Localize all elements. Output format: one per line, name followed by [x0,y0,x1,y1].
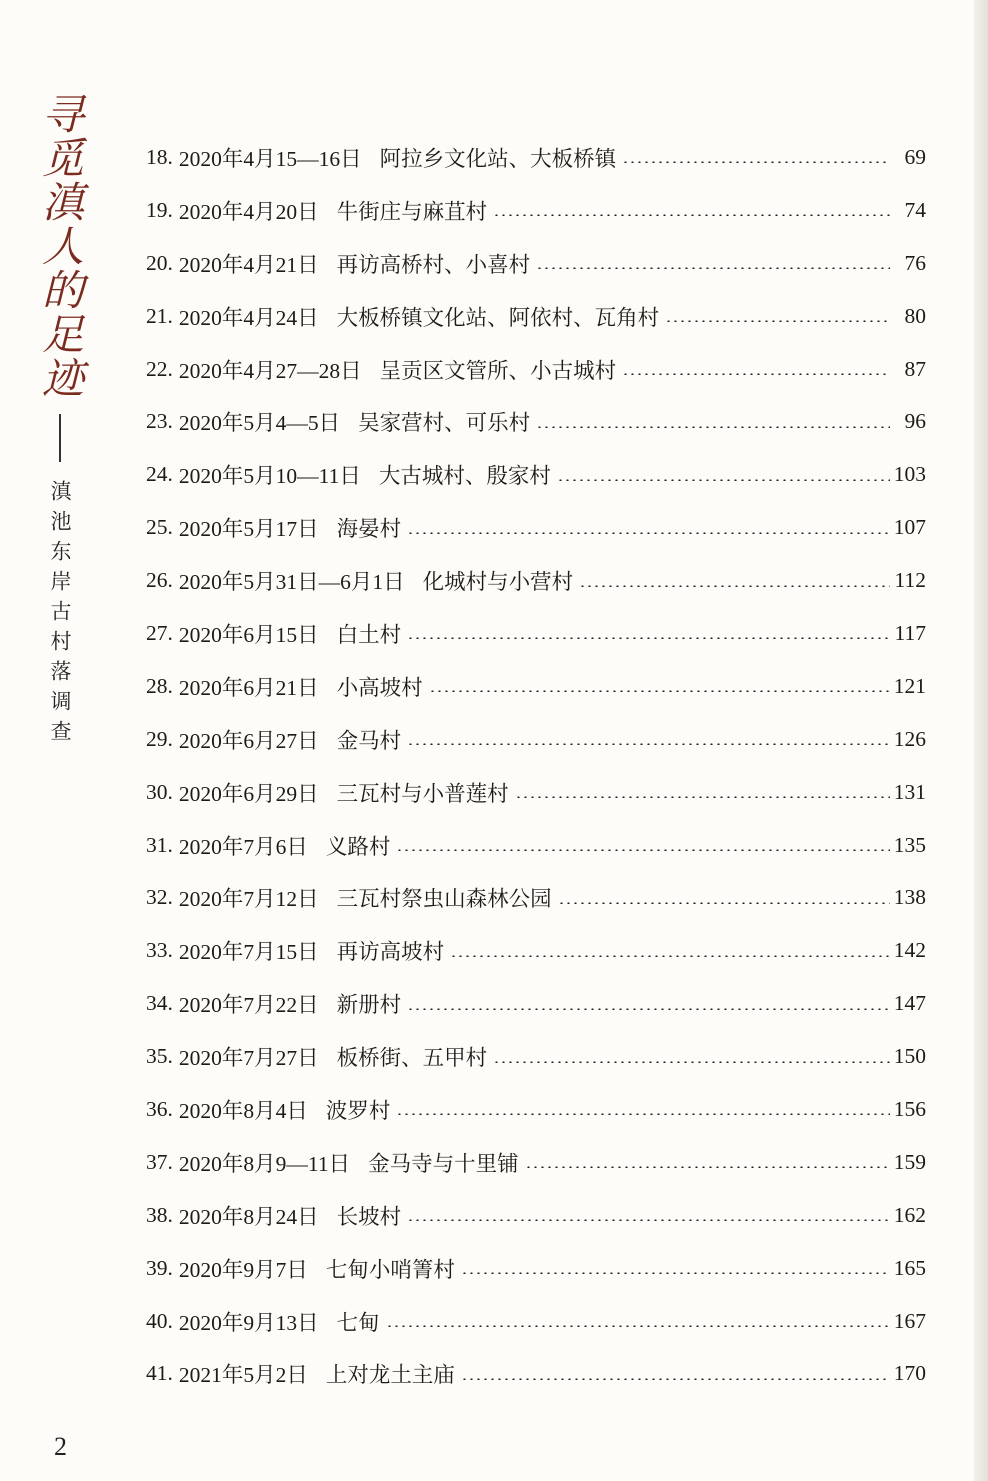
toc-entry[interactable] [146,501,926,554]
book-subtitle: 滇池东岸古村落调查 [48,480,72,750]
entry-number: 32. [146,885,173,910]
toc-entry[interactable] [146,713,926,766]
entry-number: 18. [146,144,173,169]
entry-title: 大古城村、殷家村 [378,464,551,489]
dot-leader [622,161,890,163]
entry-number: 34. [146,991,173,1016]
toc-entry[interactable] [146,1242,926,1295]
toc-entry[interactable] [146,1136,926,1189]
entry-date: 2020年6月21日 [178,675,319,700]
toc-entry[interactable] [146,184,926,237]
toc-entry[interactable] [146,977,926,1030]
entry-page: 150 [893,1044,926,1069]
entry-number: 31. [146,832,173,857]
page-number: 2 [54,1432,67,1461]
entry-number: 22. [146,356,173,381]
entry-page: 170 [893,1361,926,1386]
toc-entry[interactable] [146,1083,926,1136]
entry-page: 74 [904,197,926,222]
entry-title: 板桥街、五甲村 [336,1046,488,1071]
entry-title: 长坡村 [336,1204,402,1229]
toc-entry[interactable] [146,607,926,660]
entry-date: 2020年5月17日 [178,517,319,542]
entry-number: 23. [146,409,173,434]
entry-title: 金马村 [336,728,402,753]
entry-date: 2020年6月27日 [178,728,319,753]
toc-entry[interactable] [146,343,926,396]
toc-entry[interactable] [146,131,926,184]
toc-entry[interactable] [146,554,926,607]
entry-number: 38. [146,1202,173,1227]
entry-date: 2020年8月9—11日 [178,1151,351,1176]
dot-leader [461,1272,890,1274]
entry-date: 2020年4月20日 [178,199,319,224]
entry-number: 20. [146,250,173,275]
page-edge [974,0,988,1481]
entry-page: 96 [904,409,926,434]
entry-title: 新册村 [336,993,402,1018]
vertical-book-title [30,92,90,750]
entry-number: 40. [146,1308,173,1333]
dot-leader [536,426,890,428]
entry-number: 37. [146,1149,173,1174]
entry-number: 39. [146,1255,173,1280]
dot-leader [579,585,890,587]
dot-leader [396,1113,889,1115]
entry-date: 2020年4月27—28日 [178,358,362,383]
toc-entry[interactable] [146,766,926,819]
entry-page: 135 [893,832,926,857]
entry-date: 2020年8月24日 [178,1204,319,1229]
dot-leader [525,1166,890,1168]
entry-page: 167 [893,1308,926,1333]
toc-entry[interactable] [146,1030,926,1083]
entry-date: 2020年4月21日 [178,252,319,277]
entry-title: 三瓦村祭虫山森林公园 [336,887,552,912]
entry-title: 义路村 [325,834,391,859]
entry-number: 19. [146,197,173,222]
entry-page: 80 [904,303,926,328]
dot-leader [557,479,890,481]
dot-leader [450,955,890,957]
entry-page: 165 [893,1255,926,1280]
toc-entry[interactable] [146,1189,926,1242]
entry-number: 21. [146,303,173,328]
entry-title: 白土村 [336,622,402,647]
entry-date: 2020年7月12日 [178,887,319,912]
dot-leader [536,267,890,269]
entry-number: 29. [146,726,173,751]
dot-leader [429,690,890,692]
entry-number: 41. [146,1361,173,1386]
entry-date: 2020年5月31日—6月1日 [178,570,405,595]
entry-title: 三瓦村与小普莲村 [336,781,509,806]
entry-page: 103 [893,462,926,487]
entry-date: 2020年8月4日 [178,1098,308,1123]
entry-page: 117 [894,620,926,645]
entry-date: 2020年6月15日 [178,622,319,647]
toc-entry[interactable] [146,924,926,977]
entry-page: 126 [893,726,926,751]
entry-title: 吴家营村、可乐村 [358,411,531,436]
dot-leader [493,1061,890,1063]
entry-page: 156 [893,1096,926,1121]
entry-title: 再访高桥村、小喜村 [336,252,531,277]
entry-date: 2020年7月22日 [178,993,319,1018]
entry-date: 2020年7月15日 [178,940,319,965]
entry-title: 大板桥镇文化站、阿依村、瓦角村 [336,305,660,330]
entry-date: 2020年5月4—5日 [178,411,341,436]
entry-title: 再访高坡村 [336,940,445,965]
entry-title: 七甸小哨箐村 [325,1257,455,1282]
entry-date: 2021年5月2日 [178,1363,308,1388]
dot-leader [386,1325,890,1327]
dot-leader [493,214,890,216]
dot-leader [396,849,889,851]
entry-page: 131 [893,779,926,804]
entry-title: 牛街庄与麻苴村 [336,199,488,224]
title-dash [59,414,61,462]
entry-page: 121 [893,673,926,698]
entry-date: 2020年7月27日 [178,1046,319,1071]
toc-entry[interactable] [146,1295,926,1348]
toc-entry[interactable] [146,660,926,713]
toc-entry[interactable] [146,1347,926,1400]
dot-leader [407,1219,890,1221]
entry-number: 27. [146,620,173,645]
entry-number: 25. [146,515,173,540]
entry-title: 波罗村 [325,1098,391,1123]
entry-number: 24. [146,462,173,487]
entry-date: 2020年5月10—11日 [178,464,361,489]
entry-page: 162 [893,1202,926,1227]
entry-title: 化城村与小营村 [422,570,574,595]
entry-number: 28. [146,673,173,698]
entry-number: 30. [146,779,173,804]
table-of-contents [146,131,926,1400]
dot-leader [622,373,890,375]
entry-date: 2020年6月29日 [178,781,319,806]
entry-title: 海晏村 [336,517,402,542]
entry-page: 159 [893,1149,926,1174]
entry-page: 107 [893,515,926,540]
entry-page: 142 [893,938,926,963]
dot-leader [407,637,890,639]
dot-leader [515,796,890,798]
entry-page: 112 [894,568,926,593]
entry-title: 七甸 [336,1310,380,1335]
entry-date: 2020年4月24日 [178,305,319,330]
dot-leader [665,320,890,322]
entry-date: 2020年9月13日 [178,1310,319,1335]
entry-date: 2020年7月6日 [178,834,308,859]
entry-title: 阿拉乡文化站、大板桥镇 [379,146,617,171]
entry-number: 33. [146,938,173,963]
dot-leader [461,1378,890,1380]
dot-leader [407,1008,890,1010]
entry-date: 2020年4月15—16日 [178,146,362,171]
entry-title: 小高坡村 [336,675,423,700]
entry-page: 147 [893,991,926,1016]
entry-page: 69 [904,144,926,169]
entry-date: 2020年9月7日 [178,1257,308,1282]
book-title: 寻觅滇人的足迹 [36,92,85,400]
entry-page: 76 [904,250,926,275]
toc-entry[interactable] [146,395,926,448]
entry-number: 26. [146,568,173,593]
toc-entry[interactable] [146,871,926,924]
toc-entry[interactable] [146,290,926,343]
toc-entry[interactable] [146,237,926,290]
entry-number: 36. [146,1096,173,1121]
entry-title: 上对龙土主庙 [325,1363,455,1388]
dot-leader [558,902,890,904]
dot-leader [407,743,890,745]
entry-title: 金马寺与十里铺 [368,1151,519,1176]
entry-page: 138 [893,885,926,910]
dot-leader [407,532,890,534]
toc-entry[interactable] [146,819,926,872]
entry-title: 呈贡区文管所、小古城村 [379,358,617,383]
toc-entry[interactable] [146,448,926,501]
entry-page: 87 [904,356,926,381]
entry-number: 35. [146,1044,173,1069]
